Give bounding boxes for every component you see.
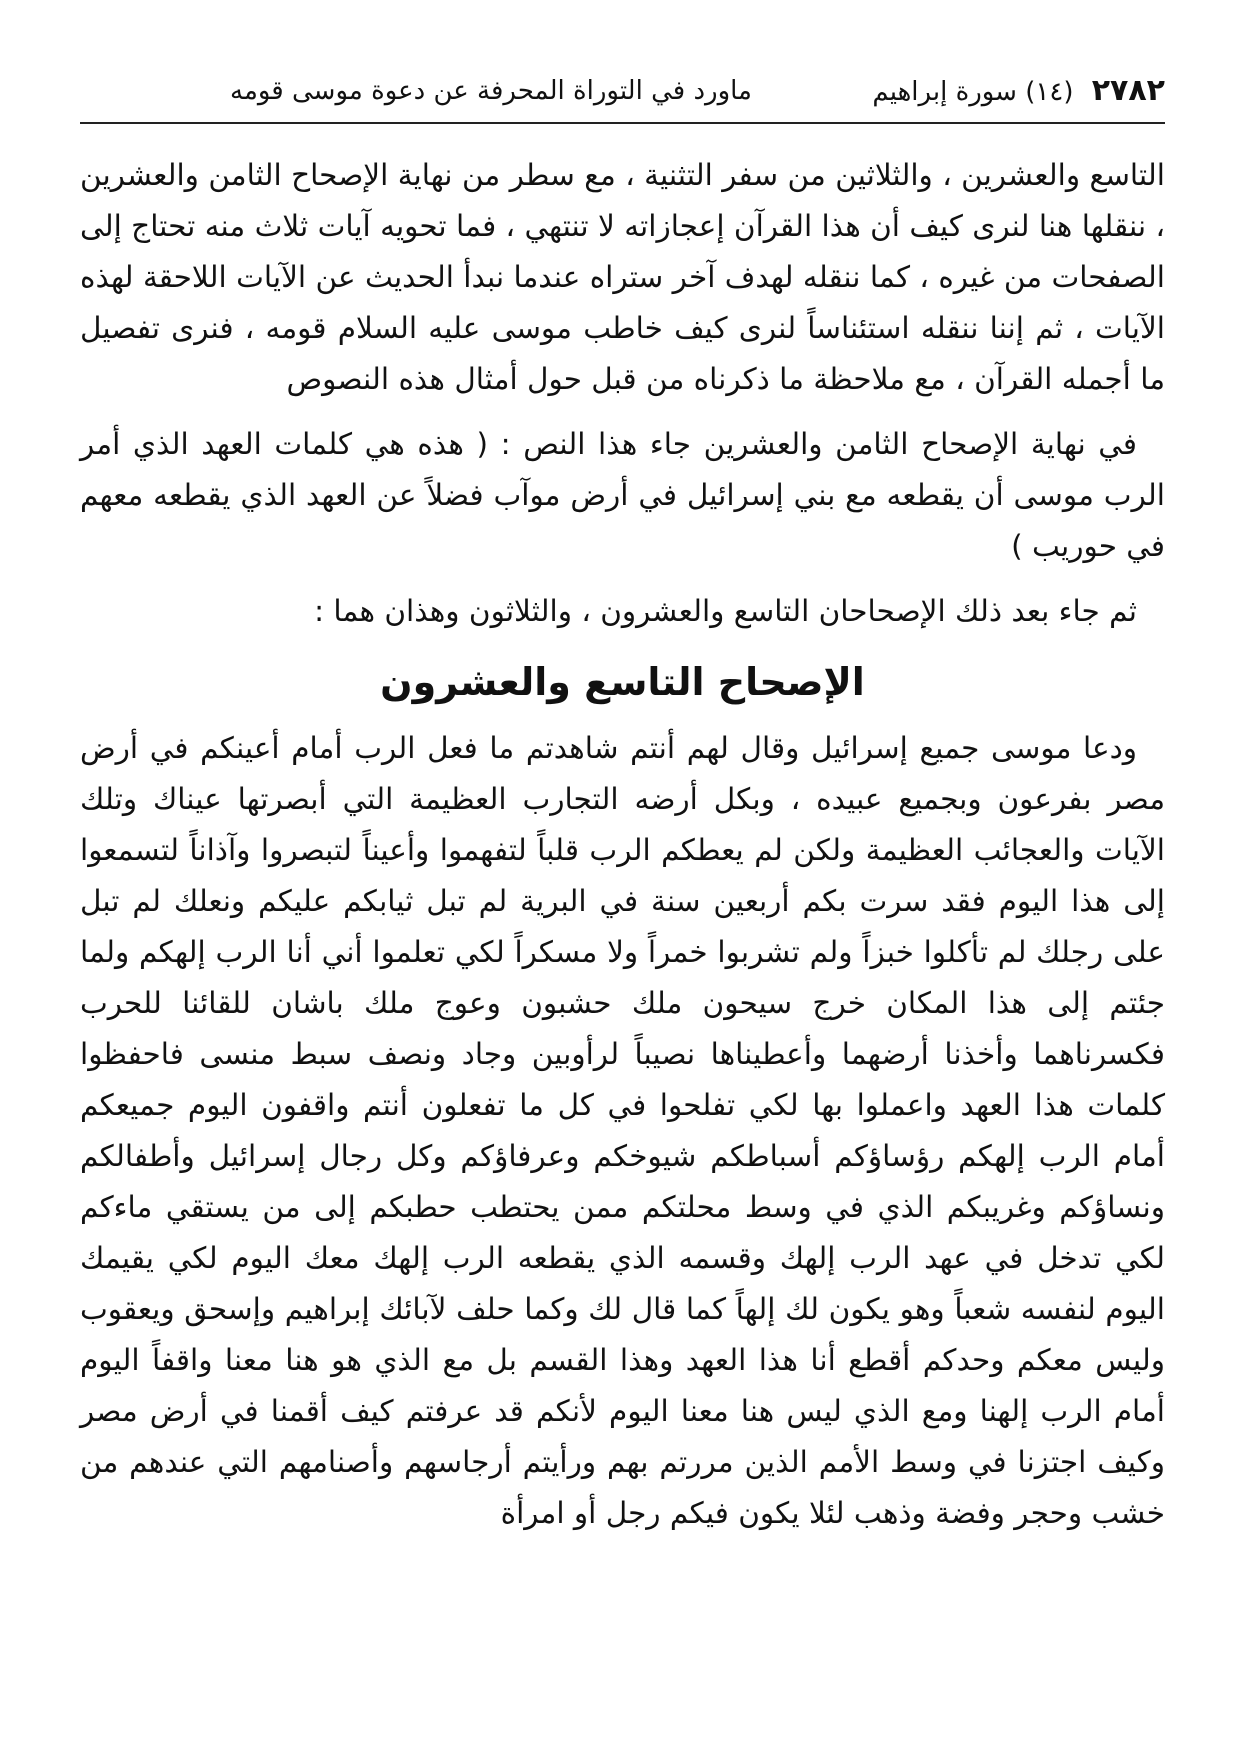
transition-paragraph: ثم جاء بعد ذلك الإصحاحان التاسع والعشرون ، والثلاثون وهذان هما : — [314, 594, 1137, 628]
page-content — [80, 150, 1165, 1539]
scripture-body: ودعا موسى جميع إسرائيل وقال لهم أنتم شاهدتم ما فعل الرب أمام أعينكم في أرض مصر بفرعون وبجميع عبيده ، وبكل أرضه التجارب العظيمة التي أبصرتها عيناك وتلك الآيات والعجائب العظيمة ولكن لم يعطكم الرب قلباً لتفهموا وأعيناً لتبصروا وآذاناً لتسمعوا إلى هذا اليوم فقد سرت بكم أربعين سنة في البرية لم تبل ثيابكم عليكم ونعلك لم تبل على رجلك لم تأكلوا خبزاً ولم تشربوا خمراً ولا مسكراً لكي تعلموا أني أنا الرب إلهكم ولما جئتم إلى هذا المكان خرج سيحون ملك حشبون وعوج ملك باشان للقائنا للحرب فكسرناهما وأخذنا أرضهما وأعطيناها نصيباً لرأوبين وجاد ونصف سبط منسى فاحفظوا كلمات هذا العهد واعملوا بها لكي تفلحوا في كل ما تفعلون أنتم واقفون اليوم جميعكم أمام الرب إلهكم رؤساؤكم أسباطكم شيوخكم وعرفاؤكم وكل رجال إسرائيل وأطفالكم ونساؤكم وغريبكم الذي في وسط محلتكم ممن يحتطب حطبكم إلى من يستقي ماءكم لكي تدخل في عهد الرب إلهك وقسمه الذي يقطعه الرب إلهك معك اليوم لكي يقيمك اليوم لنفسه شعباً وهو يكون لك إلهاً كما قال لك وكما حلف لآبائك إبراهيم وإسحق ويعقوب وليس معكم وحدكم أقطع أنا هذا العهد وهذا القسم بل مع الذي هو هنا معنا واقفاً اليوم أمام الرب إلهنا ومع الذي ليس هنا معنا اليوم لأنكم قد عرفتم كيف أقمنا في أرض مصر وكيف اجتزنا في وسط الأمم الذين مررتم بهم ورأيتم أرجاسهم وأصنامهم التي عندهم من خشب وحجر وفضة وذهب لئلا يكون فيكم رجل أو امرأة — [80, 731, 1165, 1530]
header-subtitle: ماورد في التوراة المحرفة عن دعوة موسى قومه — [230, 76, 752, 106]
intro-paragraph: التاسع والعشرين ، والثلاثين من سفر التثنية ، مع سطر من نهاية الإصحاح الثامن والعشرين ، ننقلها هنا لنرى كيف أن هذا القرآن إعجازاته لا تنتهي ، فما تحويه آيات ثلاث منه تحتاج إلى الصفحات من غيره ، كما ننقله لهدف آخر ستراه عندما نبدأ الحديث عن الآيات اللاحقة لهذه الآيات ، ثم إننا ننقله استئناساً لنرى كيف خاطب موسى عليه السلام قومه ، فنرى تفصيل ما أجمله القرآن ، مع ملاحظة ما ذكرناه من قبل حول أمثال هذه النصوص — [80, 158, 1165, 396]
section-title: الإصحاح التاسع والعشرون — [380, 660, 865, 704]
header-page-chapter — [862, 60, 1165, 123]
book-page — [80, 60, 1165, 1710]
quote-paragraph: في نهاية الإصحاح الثامن والعشرين جاء هذا النص : ( هذه هي كلمات العهد الذي أمر الرب موسى أن يقطعه مع بني إسرائيل في أرض موآب فضلاً عن العهد الذي يقطعه معهم في حوريب ) — [80, 427, 1165, 563]
running-header — [80, 60, 1165, 124]
chapter-label: (١٤) سورة إبراهيم — [872, 77, 1074, 107]
page-number: ٢٧٨٢ — [1091, 73, 1165, 108]
